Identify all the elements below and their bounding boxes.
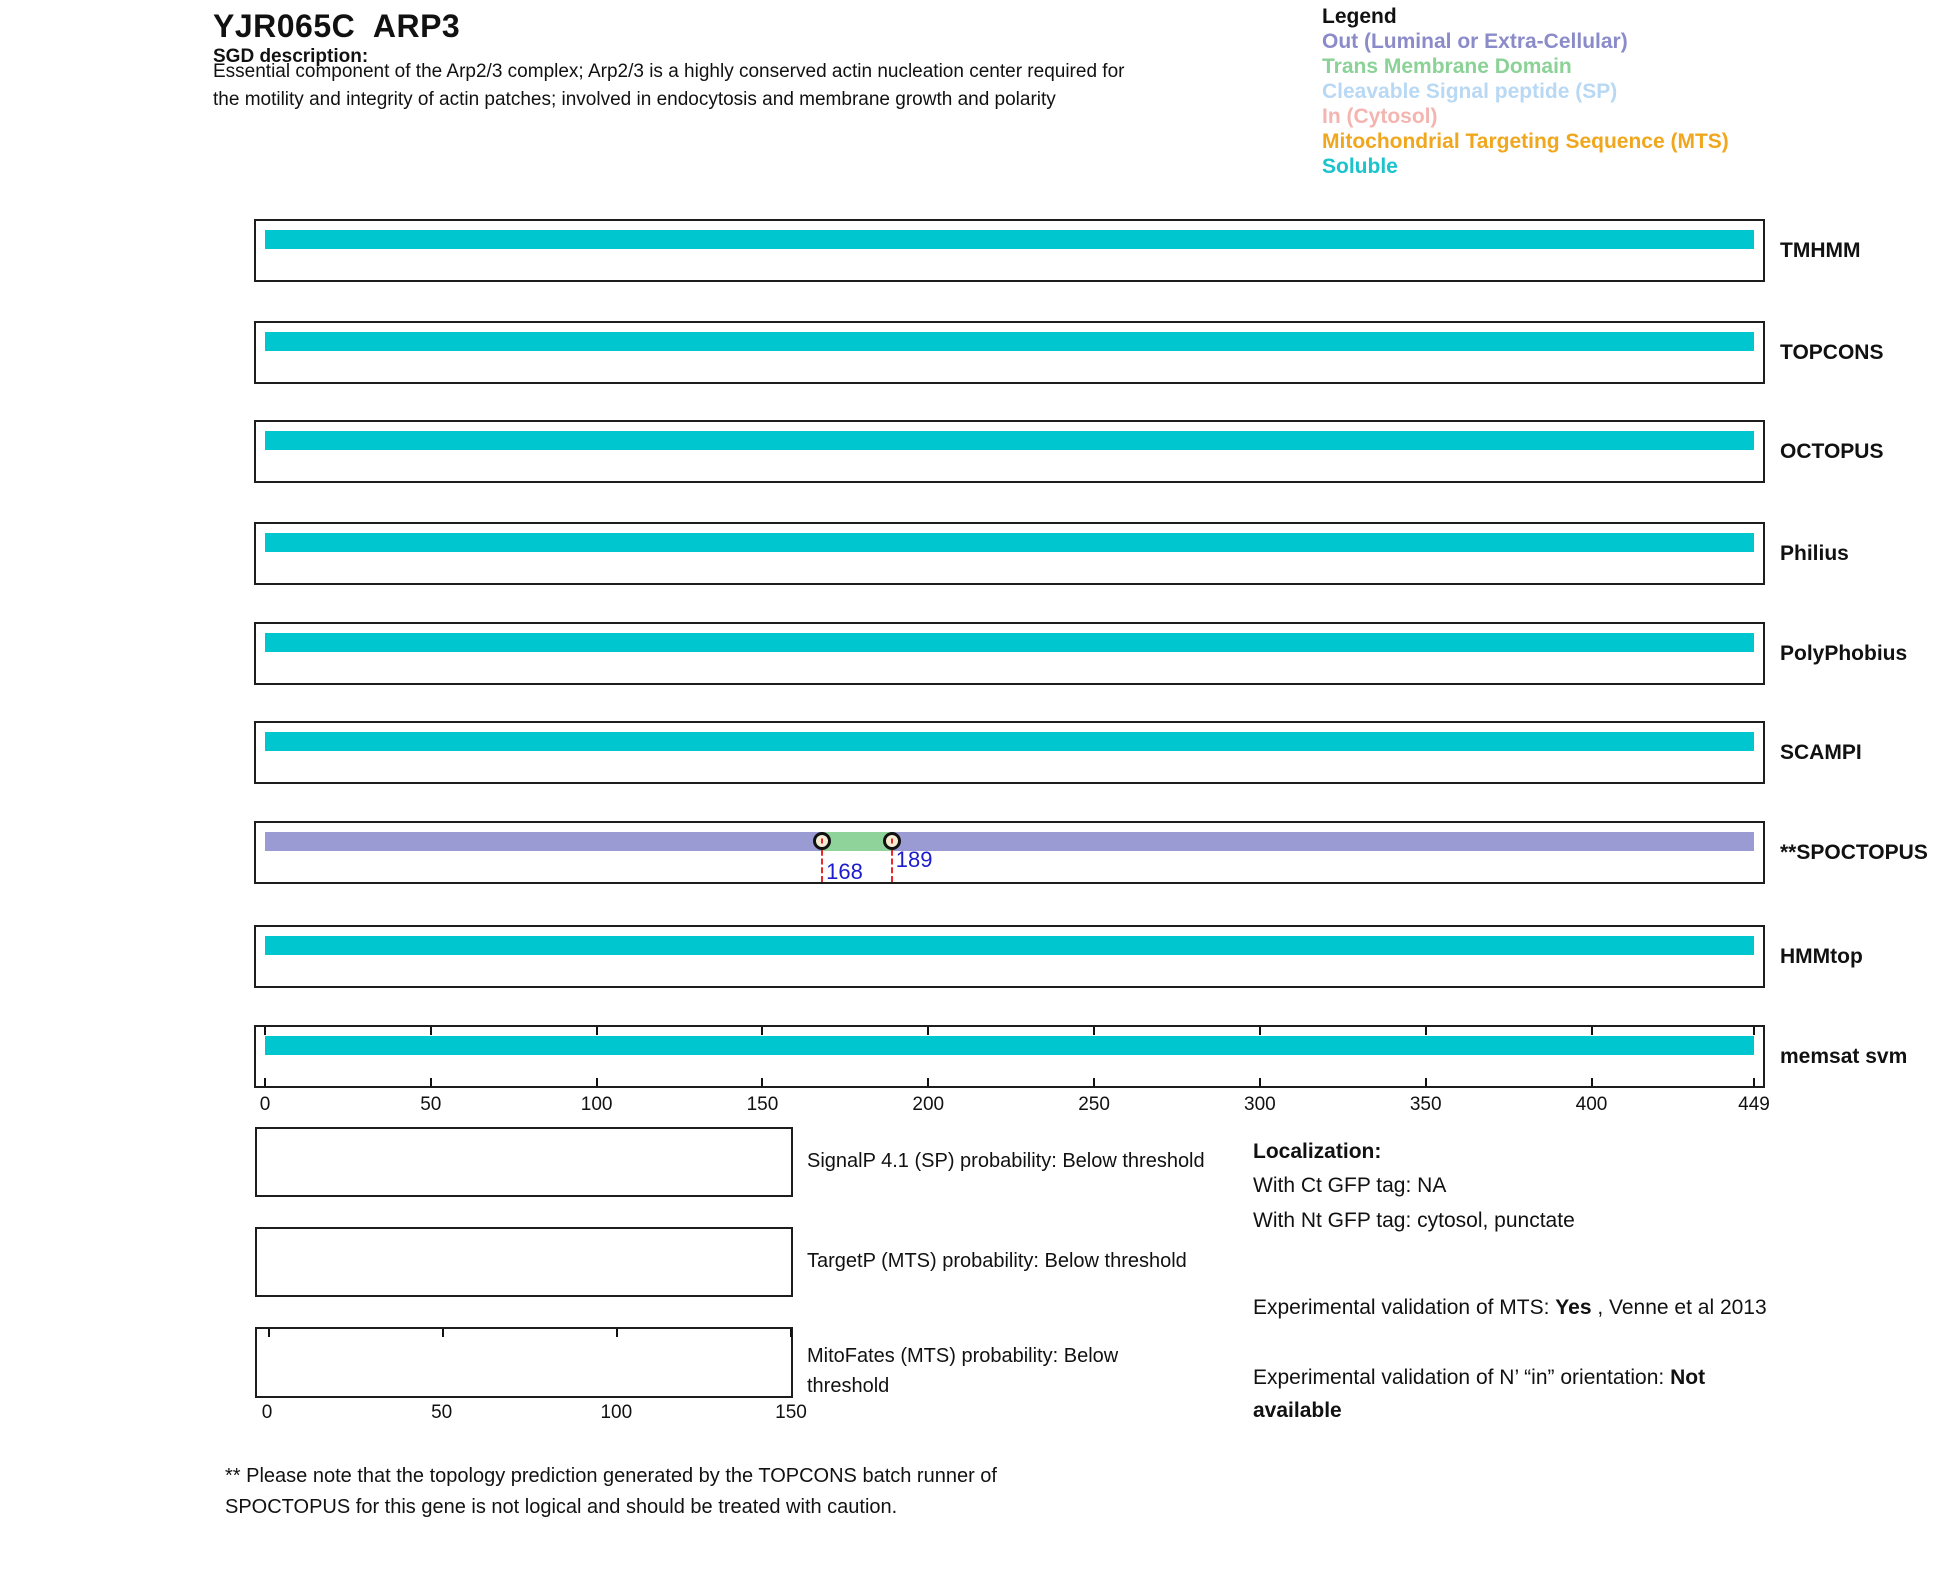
- footnote-line: SPOCTOPUS for this gene is not logical and should be treated with caution.: [225, 1496, 898, 1518]
- axis-tick-label: 200: [912, 1094, 945, 1115]
- axis-tick: [761, 1027, 763, 1035]
- sgd-description-label: SGD description:: [213, 46, 369, 67]
- track-topcons: [254, 321, 1950, 384]
- mitofates-plot-box: [255, 1327, 793, 1398]
- mts-validation-value: Yes: [1555, 1296, 1592, 1319]
- sgd-description-text: [213, 58, 1124, 114]
- localization-heading: Localization:: [1253, 1140, 1382, 1163]
- axis-tick-label: 50: [431, 1402, 453, 1423]
- axis-tick-label: 50: [420, 1094, 442, 1115]
- soluble-bar: [265, 936, 1754, 955]
- legend-item-out: Out (Luminal or Extra-Cellular): [1322, 30, 1628, 53]
- axis-tick-label: 150: [746, 1094, 779, 1115]
- legend-item-sp: Cleavable Signal peptide (SP): [1322, 80, 1618, 103]
- soluble-bar: [265, 230, 1754, 249]
- axis-tick-label: 150: [775, 1402, 807, 1423]
- legend-item-tm: Trans Membrane Domain: [1322, 55, 1572, 78]
- axis-tick: [1425, 1027, 1427, 1035]
- soluble-bar: [265, 431, 1754, 450]
- mitofates-caption: MitoFates (MTS) probability: Below threshold: [807, 1345, 1119, 1397]
- track-box: [254, 622, 1765, 685]
- track-label: OCTOPUS: [1780, 440, 1884, 463]
- track-label: PolyPhobius: [1780, 642, 1908, 665]
- signalp-plot-box: [255, 1127, 793, 1197]
- track-box: [254, 721, 1765, 784]
- targetp-plot-box: [255, 1227, 793, 1297]
- axis-tick: [790, 1329, 792, 1337]
- tm-segment: [822, 832, 892, 851]
- track-memsat-svm: [254, 1025, 1950, 1088]
- track-label: TOPCONS: [1780, 341, 1884, 364]
- orientation-validation: [1253, 1361, 1723, 1427]
- axis-tick: [1093, 1078, 1095, 1086]
- mts-validation: [1253, 1296, 1767, 1320]
- track-spoctopus: [254, 821, 1950, 884]
- track-octopus: [254, 420, 1950, 483]
- orientation-validation-text: Experimental validation of N’ “in” orientation:: [1253, 1366, 1671, 1389]
- axis-tick: [596, 1027, 598, 1035]
- track-label: SCAMPI: [1780, 741, 1862, 764]
- track-scampi: [254, 721, 1950, 784]
- axis-tick: [1753, 1027, 1755, 1035]
- soluble-bar: [265, 732, 1754, 751]
- track-box: [254, 420, 1765, 483]
- orientation-validation-value: Not available: [1253, 1366, 1706, 1422]
- axis-tick: [1259, 1078, 1261, 1086]
- legend-item-soluble: Soluble: [1322, 155, 1398, 178]
- axis-tick: [927, 1027, 929, 1035]
- boundary-position-label: 168: [826, 859, 863, 884]
- axis-tick: [264, 1027, 266, 1035]
- axis-tick-label: 0: [259, 1094, 271, 1115]
- axis-tick: [1093, 1027, 1095, 1035]
- axis-tick-label: 350: [1409, 1094, 1442, 1115]
- axis-tick-label: 400: [1575, 1094, 1608, 1115]
- axis-tick: [264, 1078, 266, 1086]
- axis-tick-label: 0: [261, 1402, 273, 1423]
- page-title: YJR065C ARP3: [213, 8, 461, 44]
- track-box: [254, 522, 1765, 585]
- soluble-bar: [265, 1036, 1754, 1055]
- soluble-bar: [265, 332, 1754, 351]
- mitofates-x-axis: [261, 1402, 807, 1426]
- axis-tick: [596, 1078, 598, 1086]
- track-label: TMHMM: [1780, 239, 1861, 262]
- axis-tick-label: 300: [1244, 1094, 1276, 1115]
- track-box: [254, 321, 1765, 384]
- track-label: **SPOCTOPUS: [1780, 841, 1928, 864]
- targetp-caption: TargetP (MTS) probability: Below threshold: [807, 1250, 1187, 1272]
- axis-tick: [1259, 1027, 1261, 1035]
- axis-tick: [1425, 1078, 1427, 1086]
- track-box: [254, 821, 1765, 884]
- localization-ct-gfp: With Ct GFP tag: NA: [1253, 1174, 1447, 1197]
- soluble-bar: [265, 633, 1754, 652]
- sgd-description-line: Essential component of the Arp2/3 complex; Arp2/3 is a highly conserved actin nucleation center required for: [213, 61, 1125, 82]
- track-box: [254, 1025, 1765, 1088]
- axis-tick: [430, 1027, 432, 1035]
- axis-tick: [761, 1078, 763, 1086]
- axis-tick-label: 449: [1738, 1094, 1770, 1115]
- track-label: Philius: [1780, 542, 1849, 565]
- legend-title: Legend: [1322, 5, 1397, 28]
- axis-tick-label: 100: [580, 1094, 613, 1115]
- out-bar: [265, 832, 1754, 851]
- axis-tick: [616, 1329, 618, 1337]
- axis-tick: [1753, 1078, 1755, 1086]
- mts-validation-text: Experimental validation of MTS:: [1253, 1296, 1556, 1319]
- legend-item-in: In (Cytosol): [1322, 105, 1438, 128]
- track-hmmtop: [254, 925, 1950, 988]
- axis-tick: [442, 1329, 444, 1337]
- main-x-axis: [259, 1094, 1770, 1118]
- axis-tick: [927, 1078, 929, 1086]
- axis-tick-label: 100: [600, 1402, 633, 1423]
- track-polyphobius: [254, 622, 1950, 685]
- boundary-position-label: 189: [895, 847, 933, 872]
- axis-tick: [1591, 1078, 1593, 1086]
- track-label: HMMtop: [1780, 945, 1863, 968]
- spoctopus-footnote: [225, 1461, 997, 1523]
- legend-item-mts: Mitochondrial Targeting Sequence (MTS): [1322, 130, 1729, 153]
- localization-nt-gfp: With Nt GFP tag: cytosol, punctate: [1253, 1209, 1575, 1232]
- boundary-marker-start: [813, 832, 831, 850]
- track-label: memsat svm: [1780, 1045, 1908, 1068]
- axis-tick: [430, 1078, 432, 1086]
- mts-validation-ref: , Venne et al 2013: [1591, 1296, 1767, 1319]
- axis-tick-label: 250: [1078, 1094, 1110, 1115]
- axis-tick: [1591, 1027, 1593, 1035]
- footnote-line: ** Please note that the topology prediction generated by the TOPCONS batch runner of: [225, 1465, 997, 1487]
- track-tmhmm: [254, 219, 1950, 282]
- track-box: [254, 219, 1765, 282]
- sgd-description-line: the motility and integrity of actin patches; involved in endocytosis and membrane growth and polarity: [213, 89, 1056, 110]
- legend: [1322, 4, 1729, 179]
- track-philius: [254, 522, 1950, 585]
- axis-tick: [268, 1329, 270, 1337]
- signalp-caption: SignalP 4.1 (SP) probability: Below threshold: [807, 1150, 1205, 1172]
- track-box: [254, 925, 1765, 988]
- soluble-bar: [265, 533, 1754, 552]
